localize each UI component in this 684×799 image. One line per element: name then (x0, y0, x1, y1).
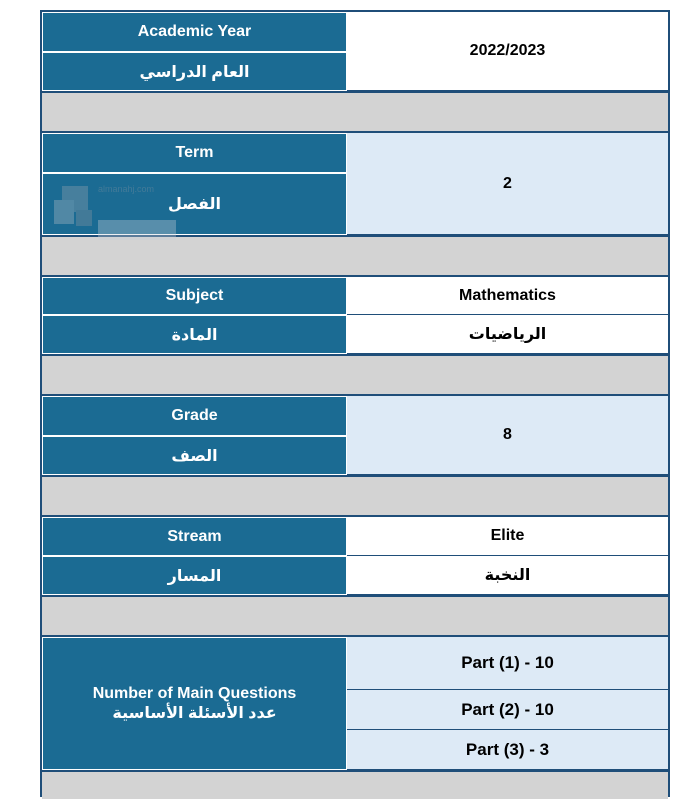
question-part-3: Part (3) - 3 (347, 730, 668, 770)
spacer-row (42, 91, 668, 133)
stream-label-ar: المسار (42, 556, 347, 595)
question-part-1: Part (1) - 10 (347, 637, 668, 690)
term-label: Term (42, 133, 347, 173)
watermark-text: almanahj.com (98, 184, 155, 194)
questions-label-en: Number of Main Questions (92, 684, 297, 702)
spacer-row (42, 770, 668, 799)
stream-value-ar: النخبة (347, 556, 668, 595)
spacer-row (42, 235, 668, 277)
academic-year-label-ar: العام الدراسي (42, 52, 347, 91)
spacer-row (42, 475, 668, 517)
stream-label: Stream (42, 517, 347, 556)
spacer-row (42, 354, 668, 396)
subject-label: Subject (42, 277, 347, 315)
question-part-2: Part (2) - 10 (347, 690, 668, 730)
grade-value: 8 (347, 396, 668, 475)
term-label-ar: الفصل (42, 173, 347, 235)
term-value: 2 (347, 133, 668, 235)
grade-label: Grade (42, 396, 347, 436)
stream-value: Elite (347, 517, 668, 556)
grade-label-ar: الصف (42, 436, 347, 475)
exam-info-table (40, 10, 670, 797)
spacer-row (42, 595, 668, 637)
subject-label-ar: المادة (42, 315, 347, 354)
academic-year-label: Academic Year (42, 12, 347, 52)
subject-value: Mathematics (347, 277, 668, 315)
academic-year-value: 2022/2023 (347, 12, 668, 91)
subject-value-ar: الرياضيات (347, 315, 668, 354)
questions-label-ar: عدد الأسئلة الأساسية (112, 704, 277, 722)
questions-label (42, 637, 347, 770)
